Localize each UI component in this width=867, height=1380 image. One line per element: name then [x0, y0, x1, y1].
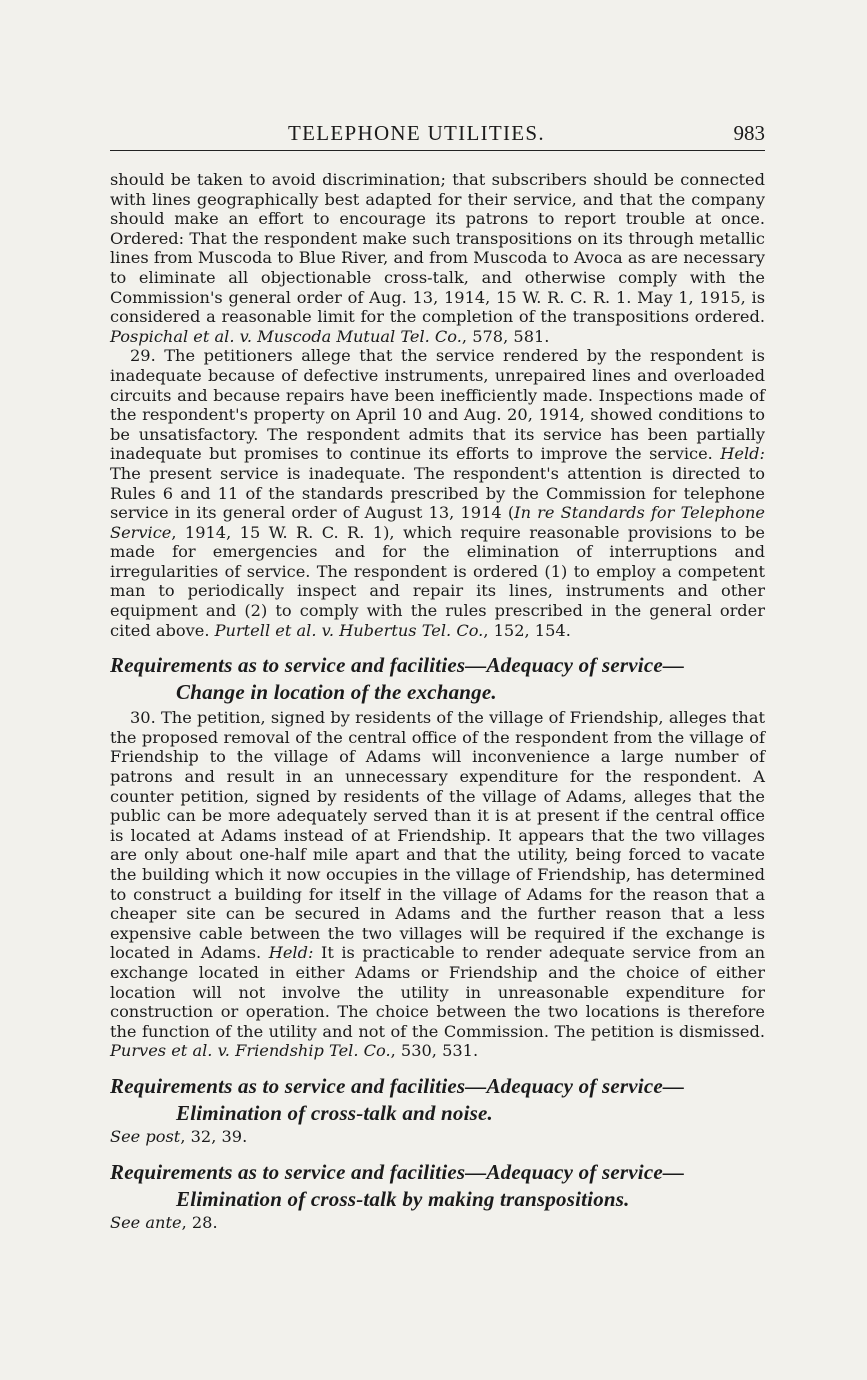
- citation-pages: , 578, 581.: [461, 326, 550, 346]
- paragraph-text: 29. The petitioners allege that the service rendered by the respondent is inadequate because of defective instruments, unrepaired lines and overloaded circuits and because repairs have been inefficiently made. Inspections made of the respondent's property on April 10 and Aug. 20, 1914, showed conditions to be unsatisfactory. The respondent admits that its service has been partially inadequate but promises to continue its efforts to improve the service.: [110, 346, 765, 464]
- heading-subline: Elimination of cross-talk and noise.: [176, 1100, 494, 1125]
- see-label: See post: [110, 1126, 181, 1146]
- reference-numbers: , 32, 39.: [180, 1126, 248, 1146]
- held-label: Held:: [268, 943, 314, 963]
- header-rule: [110, 150, 765, 151]
- paragraph-text: The present service is inadequate. The respondent's attention is directed to Rules 6 and 11 of the standards prescribed by the Commission for telephone service in its general order of August 13, 1914 (: [110, 463, 765, 523]
- cross-reference: [110, 1127, 765, 1147]
- heading-line: Requirements as to service and facilities—Adequacy of service—: [110, 653, 685, 678]
- heading-line: Requirements as to service and facilities—Adequacy of service—: [110, 1159, 685, 1184]
- cross-reference: [110, 1213, 765, 1233]
- running-title: TELEPHONE UTILITIES.: [288, 121, 545, 145]
- case-citation: Purves et al. v. Friendship Tel. Co.: [110, 1041, 391, 1061]
- held-label: Held:: [720, 444, 765, 464]
- paragraph-29: [110, 346, 765, 640]
- page-header: [110, 120, 765, 152]
- paragraph-continued: [110, 170, 765, 346]
- paragraph-30: [110, 708, 765, 1061]
- citation-pages: , 152, 154.: [483, 620, 571, 640]
- heading-subline: Elimination of cross-talk by making transpositions.: [176, 1186, 630, 1211]
- reference-title: In re Standards for Telephone Service: [110, 503, 765, 542]
- heading-line: Requirements as to service and facilities—Adequacy of service—: [110, 1073, 685, 1098]
- paragraph-text: , 1914, 15 W. R. C. R. 1), which require reasonable provisions to be made for emergencies and for the elimination of interruptions and irregularities of service. The respondent is ordered (1) to employ a competent man to periodically inspect and repair its lines, instruments and other equipment and (2) to comply with the rules prescribed in the general order cited above.: [110, 522, 765, 640]
- see-label: See ante: [110, 1212, 182, 1232]
- case-citation: Pospichal et al. v. Muscoda Mutual Tel. Co.: [110, 326, 462, 346]
- paragraph-text: It is practicable to render adequate service from an exchange located in either Adams or Friendship and the choice of either location will not involve the utility in unreasonable expenditure for construction or operation. The choice between the two locations is therefore the function of the utility and not of the Commission. The petition is dismissed.: [110, 943, 765, 1041]
- section-heading: [110, 1159, 765, 1213]
- page-body: [110, 170, 765, 1232]
- case-citation: Purtell et al. v. Hubertus Tel. Co.: [214, 620, 484, 640]
- paragraph-text: should be taken to avoid discrimination; that subscribers should be connected with lines geographically best adapted for their service, and that the company should make an effort to encourage its patrons to report trouble at once. Ordered: That the respondent make such transpositions on its through metallic lines from Muscoda to Blue River, and from Muscoda to Avoca as are necessary to eliminate all objectionable cross-talk, and otherwise comply with the Commission's general order of Aug. 13, 1914, 15 W. R. C. R. 1. May 1, 1915, is considered a reasonable limit for the completion of the transpositions ordered.: [110, 170, 765, 327]
- reference-numbers: , 28.: [181, 1212, 218, 1232]
- citation-pages: , 530, 531.: [390, 1041, 479, 1061]
- section-heading: [110, 652, 765, 706]
- page-number: 983: [733, 121, 765, 145]
- paragraph-text: 30. The petition, signed by residents of the village of Friendship, alleges that the proposed removal of the central office of the respondent from the village of Friendship to the village of Adams will inconvenience a large number of patrons and result in an unnecessary expenditure for the respondent. A counter petition, signed by residents of the village of Adams, alleges that the public can be more adequately served than it is at present if the central office is located at Adams instead of at Friendship. It appears that the two villages are only about one-half mile apart and that the utility, being forced to vacate the building which it now occupies in the village of Friendship, has determined to construct a building for itself in the village of Adams for the reason that a cheaper site can be secured in Adams and the further reason that a less expensive cable between the two villages will be required if the exchange is located in Adams.: [110, 708, 765, 963]
- section-heading: [110, 1073, 765, 1127]
- heading-subline: Change in location of the exchange.: [176, 680, 497, 705]
